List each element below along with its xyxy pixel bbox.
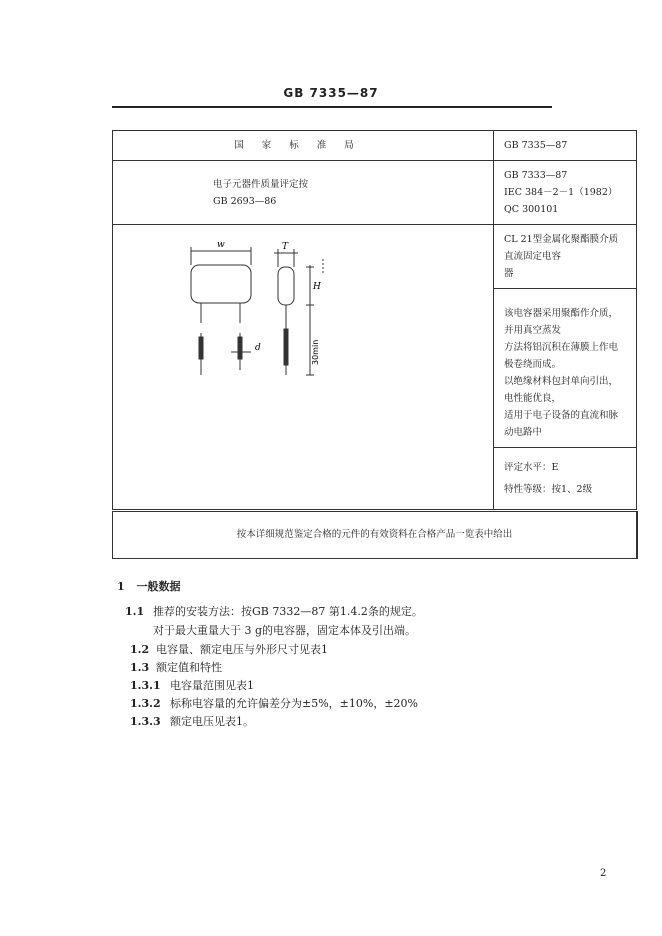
capacitor-body-side — [278, 267, 294, 305]
section-1-3-1 — [130, 677, 254, 694]
model-title-line-1: CL 21型金属化聚酯膜介质直流固定电容 — [504, 234, 619, 262]
outline-drawing-cell — [113, 225, 494, 510]
section-1-heading — [117, 578, 181, 595]
description-line-1: 该电容器采用聚酯作介质，并用真空蒸发 — [504, 308, 619, 336]
section-number: 1.3 — [130, 661, 150, 674]
standard-number-cell: GB 7335—87 — [494, 131, 637, 161]
model-title-line-2: 器 — [504, 268, 514, 279]
reference-std-3: QC 300101 — [504, 204, 559, 215]
reference-std-2: IEC 384－2－1（1982） — [504, 187, 618, 198]
rating-cell — [494, 448, 637, 510]
section-title: 一般数据 — [136, 580, 181, 593]
section-text: 推荐的安装方法：按GB 7332—87 第1.4.2条的规定。 — [153, 605, 423, 618]
spec-table — [112, 130, 637, 510]
section-number: 1.3.1 — [130, 679, 161, 692]
section-number: 1.3.3 — [130, 715, 161, 728]
characteristic-grade: 特性等级：按1、2级 — [504, 483, 593, 495]
bureau-cell: 国家标准局 — [113, 131, 494, 161]
capacitor-body-front — [191, 265, 251, 303]
section-1-3-2 — [130, 695, 418, 712]
lead-diameter-label: d — [255, 343, 261, 353]
model-title-cell — [494, 225, 637, 289]
section-text: 电容量、额定电压与外形尺寸见表1 — [156, 643, 328, 656]
height-label: H — [313, 282, 321, 292]
header-rule — [112, 106, 552, 108]
thickness-label: T — [282, 242, 289, 252]
width-label: w — [217, 240, 225, 250]
assessment-cell — [113, 161, 494, 225]
description-line-2: 方法将铝沉积在薄膜上作电极卷绕而成。 — [504, 342, 619, 370]
section-1-3 — [130, 659, 222, 676]
lead-length-label: 30min — [311, 339, 320, 365]
section-text: 额定电压见表1。 — [170, 715, 254, 728]
section-text: 标称电容量的允许偏差分为±5%，±10%，±20% — [170, 697, 418, 710]
section-number: 1.3.2 — [130, 697, 161, 710]
section-1-1-cont — [153, 622, 416, 639]
section-1-1 — [125, 603, 423, 620]
section-text: 电容量范围见表1 — [170, 679, 254, 692]
section-number: 1.1 — [125, 605, 145, 618]
doc-header: GB 7335—87 — [283, 86, 379, 100]
page-number: 2 — [600, 868, 607, 879]
section-text: 对于最大重量大于 3 g的电容器，固定本体及引出端。 — [153, 624, 417, 637]
description-line-3: 以绝缘材料包封单向引出，电性能优良， — [504, 376, 619, 404]
section-1-3-3 — [130, 713, 254, 730]
section-1-2 — [130, 641, 328, 658]
section-number: 1 — [117, 580, 125, 593]
description-cell — [494, 289, 637, 448]
assessment-level: 评定水平：E — [504, 461, 559, 473]
qualified-products-note: 按本详细规范鉴定合格的元件的有效资料在合格产品一览表中给出 — [112, 511, 638, 559]
description-line-4: 适用于电子设备的直流和脉动电路中 — [504, 410, 619, 438]
section-number: 1.2 — [130, 643, 150, 656]
reference-standards-cell — [494, 161, 637, 225]
assessment-line-1: 电子元器件质量评定按 — [213, 178, 309, 190]
reference-std-1: GB 7333—87 — [504, 170, 568, 181]
assessment-line-2: GB 2693—86 — [213, 195, 277, 207]
capacitor-outline-drawing — [113, 225, 383, 395]
section-text: 额定值和特性 — [156, 661, 222, 674]
